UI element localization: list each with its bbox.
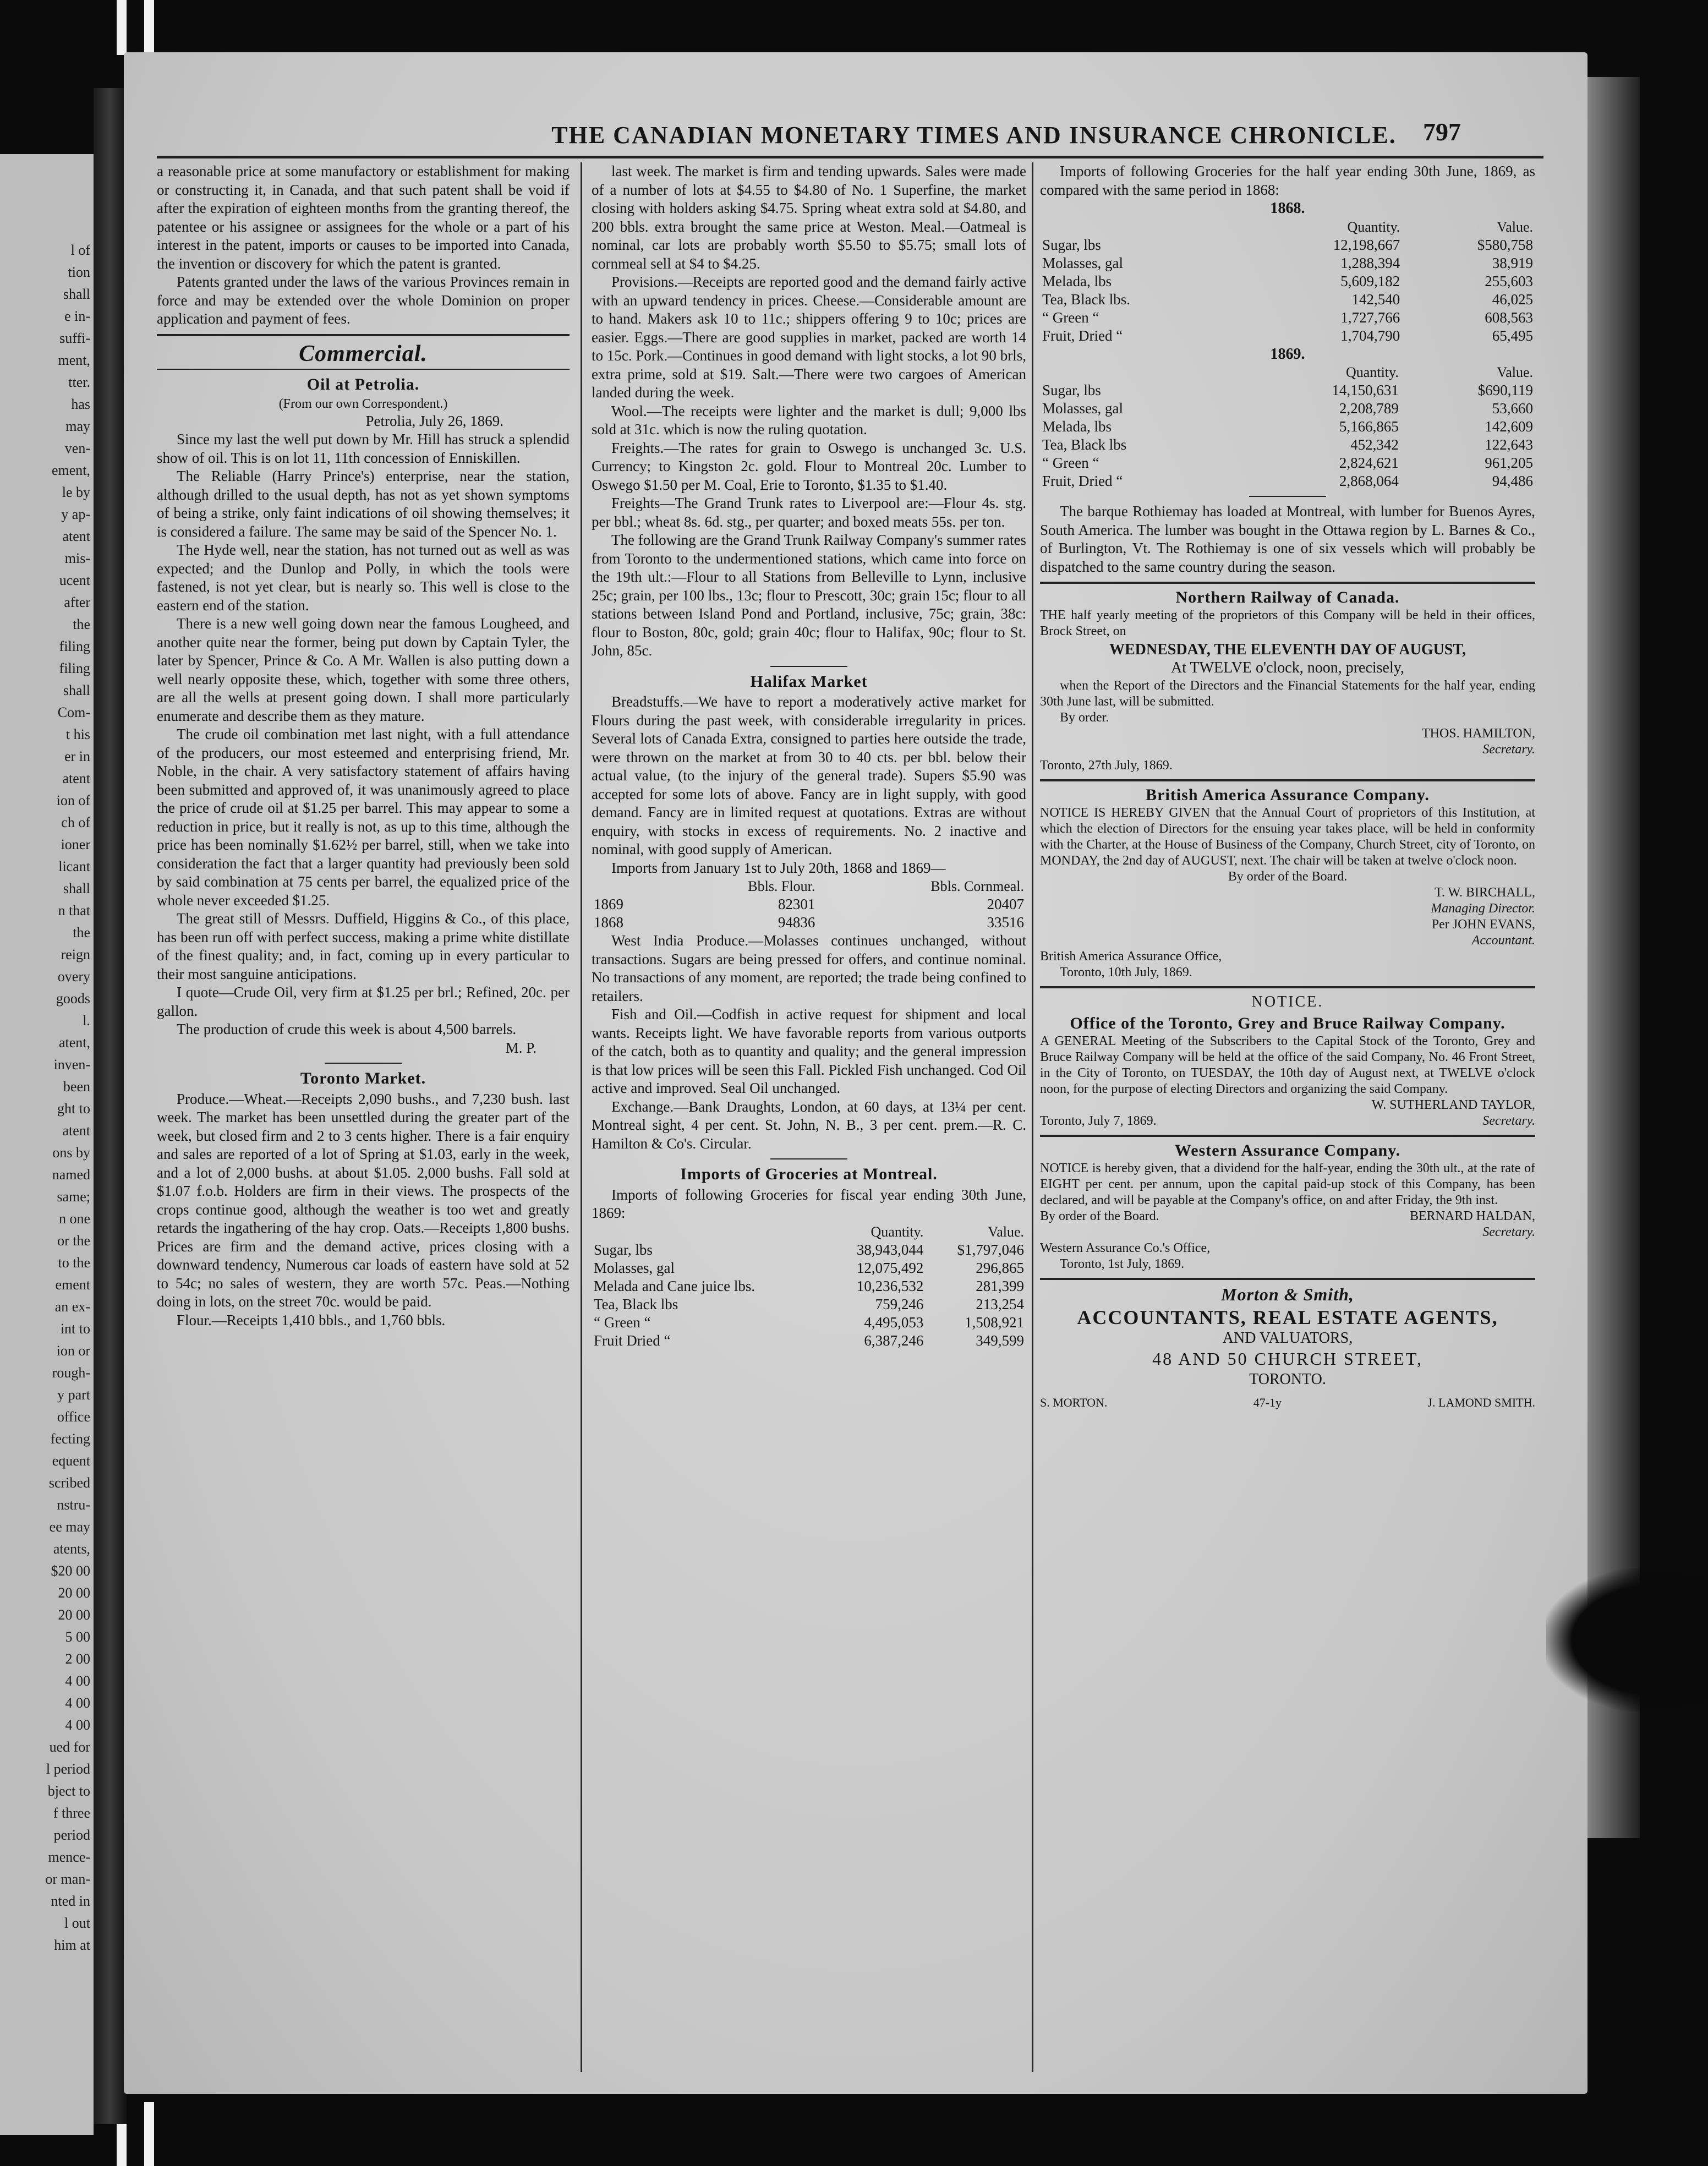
adjacent-page-fragment: goods [56,991,90,1007]
northern-railway-notice [1040,589,1535,774]
table-cell: 46,025 [1492,291,1533,308]
adjacent-page-fragment: licant [58,858,90,874]
ad-reference: 47-1y [1253,1395,1282,1409]
article-paragraph: Imports of following Groceries for the half year ending 30th June, 1869, as compared with the same period in 1868: [1040,163,1535,198]
adjacent-page-fragment: n that [58,902,90,918]
article-body [592,932,1026,1153]
section-rule [157,334,570,336]
table-cell: Molasses, gal [594,1259,675,1276]
adjacent-page-fragment: period [53,1827,90,1843]
notice-signer: W. SUTHERLAND TAYLOR, [1371,1098,1535,1112]
article-paragraph: Exchange.—Bank Draughts, London, at 60 days, at 13¼ per cent. Montreal sight, 4 per cent. St. John, N. B., 3 per cent. prem.—R. C. Hamilton & Co's. Circular. [592,1098,1026,1152]
table-cell: 608,563 [1485,309,1533,326]
table-cell: $1,797,046 [957,1241,1024,1258]
section-rule [157,369,570,370]
adjacent-page-fragment: 5 00 [65,1629,90,1645]
divider [1249,496,1326,497]
header-rule [157,156,1543,158]
article-title: Halifax Market [750,672,868,691]
article-paragraph: Provisions.—Receipts are reported good and the demand fairly active with an upward tendency in prices. Cheese.—Considerable amount are to hand. Makers ask 10 to 11c.; shippers offering 9 to 10c; prices are easier. Eggs.—There are good supplies in market, packed are worth 14 to 15c. Pork.—Continues in good demand with light stocks, a lot 90 brls, extra prime, sold at $19. Salt.—There were two cargoes of American landed during the week. [592,274,1026,401]
adjacent-page-fragment: mence- [48,1849,90,1865]
table-cell: 961,205 [1485,455,1533,471]
adjacent-page-fragment: scribed [48,1475,90,1491]
adjacent-page-fragment: ons by [52,1145,90,1161]
adjacent-page-fragment: le by [62,484,90,500]
adjacent-page-fragment: or man- [45,1871,90,1887]
adjacent-page-fragment: f three [53,1805,90,1821]
article-paragraph: The crude oil combination met last night, with a full attendance of the producers, our most esteemed and enterprising friend, Mr. Noble, in the chair. A very satisfactory statement of affairs having been submitted and approved of, it was unanimously agreed to place the price of crude oil at $1.25 per barrel. This may appear to some a reduction in price, but it really is not, as up to this time, although the price has been nominally $1.62½ per barrel, still, when we take into consideration the fact that a larger quantity had previously been sold by said combination at 75 cents per barrel, the equalized price of the whole never exceeded $1.25. [157,726,570,909]
table-cell: 142,540 [1351,291,1400,308]
table-cell: 213,254 [976,1295,1024,1312]
table-row [1040,454,1535,472]
year-heading: 1868. [1270,200,1305,217]
article-paragraph: Breadstuffs.—We have to report a moderatively active market for Flours during the past week, with considerable irregularity in prices. Several lots of Canada Extra, consigned to parties here outside the trade, were thrown on the market at from 30 to 40 cts. per bbl. below their actual value, (to the injury of the general trade). Supers $5.90 was accepted for some lots of above. Fancy are in light supply, with good demand. Fancy are in limited request at quotations. Extras are without enquiry, with stocks in excess of requirements. No. 2 inactive and nominal, with good supply of American. [592,693,1026,857]
adjacent-page-fragment: l. [83,1013,90,1029]
table-header: Value. [988,1223,1024,1240]
article-paragraph: Imports from January 1st to July 20th, 1868 and 1869— [611,859,946,876]
ad-signature: J. LAMOND SMITH. [1427,1395,1535,1409]
table-cell: 5,166,865 [1339,418,1399,435]
table-row [592,1241,1026,1259]
notice-body: when the Report of the Directors and the Financial Statements for the half year, ending 30th June last, will be submitted. [1040,679,1535,709]
notice-time: At TWELVE o'clock, noon, precisely, [1171,659,1404,676]
table-cell: 65,495 [1492,327,1533,344]
film-mark [144,0,154,55]
adjacent-page-fragment: t his [65,726,90,742]
article-paragraph: The following are the Grand Trunk Railway Company's summer rates from Toronto to the undermentioned stations, which came into force on the 19th ult.:—Flour to all Stations from Belleville to Lynn, inclusive 25c; grain, per 100 lbs., 13c; flour to Prescott, 30c; grain 15c; flour to all stations between Island Pond and Portland, inclusive, 75c; grain, 38c: flour to Boston, 80c, gold; grain 40c; flour to Halifax, 90c; flour to St. John, 85c. [592,532,1026,659]
table-cell: Molasses, gal [1042,400,1123,417]
adjacent-page-fragment: 4 00 [65,1673,90,1689]
table-cell: 1,727,766 [1340,309,1400,326]
table-cell: “ Green “ [594,1314,651,1331]
table-cell: 759,246 [875,1295,924,1312]
table-row [592,1314,1026,1332]
table-header: Bbls. Cornmeal. [930,878,1024,894]
notice-per-role: Accountant. [1471,933,1535,948]
table-cell: 1869 [594,896,623,912]
article-paragraph: There is a new well going down near the famous Lougheed, and another quite near the former, being put down by Captain Tyler, the later by Spencer, Prince & Co. A Mr. Wallen is also putting down a well nearly opposite these, which, together with some three others, are all the wells at present going down. I shall more particularly enumerate and describe them as they mature. [157,615,570,724]
adjacent-page-fragment: er in [64,748,90,764]
adjacent-page-fragment: n one [58,1211,90,1227]
table-row [1040,418,1535,436]
adjacent-page-fragment: him at [54,1937,90,1953]
table-cell: Melada, lbs [1042,272,1112,289]
table-cell: 20407 [987,896,1024,912]
adjacent-page-fragment: atents, [53,1541,90,1557]
adjacent-page-fragment: Com- [57,704,90,720]
adjacent-page-fragment: ement, [51,462,90,478]
table-cell: 255,603 [1485,272,1533,289]
ad-line: ACCOUNTANTS, REAL ESTATE AGENTS, [1077,1306,1498,1328]
article-paragraph: The Hyde well, near the station, has not turned out as well as was expected; and the Dunlop and Polly, in which the tools were fastened, is not yet clear, but is nearly so. This well is close to the eastern end of the station. [157,542,570,614]
table-cell: Sugar, lbs [594,1241,653,1258]
article-paragraph: I quote—Crude Oil, very firm at $1.25 per brl.; Refined, 20c. per gallon. [157,984,570,1019]
table-cell: $690,119 [1477,382,1533,398]
article-paragraph: Since my last the well put down by Mr. Hill has struck a splendid show of oil. This is on lot 11, 11th concession of Enniskillen. [157,431,570,466]
page-holder-shadow [1546,1568,1708,1711]
table-cell: 296,865 [976,1259,1024,1276]
table-cell: Fruit, Dried “ [1042,327,1123,344]
table-cell: 6,387,246 [864,1332,924,1349]
adjacent-page-fragment: the [73,616,90,632]
table-cell: 53,660 [1492,400,1533,417]
table-row [592,1332,1026,1350]
article-paragraph: Produce.—Wheat.—Receipts 2,090 bushs., and 7,230 bush. last week. The market has been unsettled during the greater part of the week, but closed firm and 2 to 3 cents higher. There is a fair enquiry and sales are reported of a lot of Spring at $1.03, early in the week, and a lot of 2,000 bushs. at about $1.05. 2,000 bushs. Fall sold at $1.07 f.o.b. Holders are firm in their views. The prospects of the crops continue good, although the weather is too wet and greatly retards the ingathering of the hay crop. Oats.—Receipts 1,800 bushs. Prices are firm and the demand active, prices closing with a downward tendency, Numerous car loads of eastern have sold at 52 to 54c; no sales of western, they are worth 57c. Peas.—Nothing doing in lots, on the street 70c. would be paid. [157,1090,570,1310]
adjacent-page-fragment: suffi- [59,330,90,346]
ad-firm-name: Morton & Smith, [1221,1284,1354,1304]
notice-office: Western Assurance Co.'s Office, [1040,1241,1211,1255]
adjacent-page-fragment: tter. [68,374,90,390]
adjacent-page-fragment: ion of [56,792,90,808]
table-row [1040,236,1535,254]
article-paragraph: The great still of Messrs. Duffield, Higgins & Co., of this place, has been run off with perfect success, making a prime white distillate of the finest quality; and, in fact, coming up in every particular to their most sanguine anticipations. [157,910,570,982]
ad-rule [1040,1278,1535,1280]
notice-role: Secretary. [1482,742,1535,757]
adjacent-page-fragment: 4 00 [65,1695,90,1711]
table-cell: “ Green “ [1042,309,1099,326]
adjacent-page-fragment: fecting [50,1431,90,1447]
table-row [1040,436,1535,454]
column-rule [581,162,582,2072]
table-cell: Fruit Dried “ [594,1332,671,1349]
adjacent-page-fragment: nstru- [57,1497,90,1513]
notice-place-date: Toronto, 27th July, 1869. [1040,758,1173,773]
table-row [1040,254,1535,272]
table-header: Value. [1497,218,1533,235]
notice-title: Western Assurance Company. [1174,1141,1401,1159]
adjacent-page-fragment: shall [63,880,90,896]
table-cell: 82301 [778,896,815,912]
table-cell: 2,824,621 [1339,455,1399,471]
notice-signer: T. W. BIRCHALL, [1435,885,1535,900]
table-header: Value. [1497,364,1533,380]
patents-paragraph: a reasonable price at some manufactory or establishment for making or constructing it, in Canada, and that such patent shall be void if after the expiration of eighteen months from the granting thereof, the patentee or his assignee or assignees for the whole or a part of his interest in the patent, imports or causes to be imported into Canada, the invention or discovery for which the patent is granted. [157,163,570,272]
groceries-1869-table [1040,363,1535,490]
table-row [1040,309,1535,327]
adjacent-page-fragment: $20 00 [51,1563,90,1579]
table-cell: Melada and Cane juice lbs. [594,1277,756,1294]
column-3 [1040,162,1535,1412]
table-cell: Fruit, Dried “ [1042,473,1123,489]
table-cell: Tea, Black lbs. [1042,291,1131,308]
table-row [592,1277,1026,1295]
adjacent-page-fragment: atent, [58,1035,90,1051]
adjacent-page-fragment: filing [59,638,90,654]
article-paragraph: West India Produce.—Molasses continues unchanged, without transactions. Sugars are being pressed for offers, and continue nominal. No transactions of any moment, are reported; the trade being confined to retailers. [592,932,1026,1004]
table-cell: 5,609,182 [1340,272,1400,289]
table-cell: 2,868,064 [1339,473,1399,489]
adjacent-page-fragment: shall [63,682,90,698]
table-cell: Sugar, lbs [1042,382,1101,398]
table-cell: 94836 [778,914,815,931]
adjacent-page-fragment: equent [52,1453,90,1469]
newspaper-page [124,52,1587,2094]
adjacent-page-fragment: ght to [57,1101,90,1117]
adjacent-page-fragment: ucent [59,572,90,588]
table-cell: 38,919 [1492,254,1533,271]
table-row [592,1259,1026,1277]
article-paragraph: last week. The market is firm and tending upwards. Sales were made of a number of lots at $4.55 to $4.80 of No. 1 Superfine, the market closing with holders asking $4.75. Spring wheat extra sold at $4.80, and 200 bbls. extra brought the same price at Weston. Meal.—Oatmeal is nominal, car lots are probably worth $5.50 to $5.75; small lots of cornmeal sell at $4 to $4.25. [592,163,1026,272]
divider [770,666,847,667]
article-paragraph: Fish and Oil.—Codfish in active request for shipment and local wants. Receipts light. We have favorable reports from various outports of the catch, both as to quantity and quality; and the general impression is that low prices will be seen this Fall. Pickled Fish unchanged. Cod Oil active and improved. Seal Oil unchanged. [592,1006,1026,1096]
column-2 [592,162,1026,1350]
article-paragraph: Freights.—The rates for grain to Oswego is unchanged 3c. U.S. Currency; to Kingston 2c. gold. Flour to Montreal 20c. Lumber to Oswego $1.50 per M. Coal, Erie to Toronto, $1.35 to $1.40. [592,439,1026,493]
article-title: Imports of Groceries at Montreal. [680,1165,938,1183]
table-cell: 2,208,789 [1339,400,1399,417]
notice-body: NOTICE is hereby given, that a dividend for the half-year, ending the 30th ult., at the rate of EIGHT per cent. per annum, upon the capital paid-up stock of this Company, has been declared, and will be payable at the Company's office, on and after Friday, the 9th inst. [1040,1161,1535,1207]
adjacent-page-fragment: office [57,1409,90,1425]
flour-imports-table [592,877,1026,932]
film-mark [144,2102,154,2166]
adjacent-page-fragment: the [73,925,90,940]
adjacent-page-fragment: 2 00 [65,1651,90,1667]
page-header-title: THE CANADIAN MONETARY TIMES AND INSURANCE CHRONICLE. [551,122,1397,149]
adjacent-page-fragment: ement [55,1277,90,1293]
ad-rule [1040,1135,1535,1137]
notice-by-order: By order. [1060,710,1109,725]
table-cell: Tea, Black lbs [1042,436,1127,453]
table-cell: Tea, Black lbs [594,1295,678,1312]
table-cell: 33516 [987,914,1024,931]
table-header [592,877,664,895]
adjacent-page-fragment: ment, [58,352,90,368]
adjacent-page-fragment: tion [68,264,90,280]
adjacent-page-fragment: 4 00 [65,1717,90,1733]
table-cell: “ Green “ [1042,455,1099,471]
table-cell: 281,399 [976,1277,1024,1294]
divider [770,1158,847,1159]
notice-body: THE half yearly meeting of the proprietors of this Company will be held in their offices, Brock Street, on [1040,608,1535,638]
adjacent-page-fragment: reign [61,947,90,962]
article-paragraph: Wool.—The receipts were lighter and the market is dull; 9,000 lbs sold at 31c. which is now the ruling quotation. [592,402,1026,437]
table-cell: 12,075,492 [856,1259,924,1276]
notice-signer: BERNARD HALDAN, [1410,1209,1535,1223]
table-cell: 1,704,790 [1340,327,1400,344]
adjacent-page-fragment: same; [57,1189,90,1205]
adjacent-page-fragment: may [65,418,90,434]
table-row [1040,272,1535,291]
adjacent-page-fragment: atent [62,1123,90,1139]
adjacent-page-fragment: rough- [52,1365,90,1381]
table-cell: Molasses, gal [1042,254,1123,271]
byline: (From our own Correspondent.) [278,396,448,411]
notice-signer: THOS. HAMILTON, [1421,726,1535,741]
adjacent-page-fragment: 20 00 [58,1585,90,1601]
table-cell: 12,198,667 [1333,236,1400,253]
adjacent-page-fragment: overy [57,969,90,984]
table-cell: 349,599 [976,1332,1024,1349]
article-paragraph: Freights—The Grand Trunk rates to Liverpool are:—Flour 4s. stg. per bbl.; wheat 8s. 6d. stg., per quarter; and boxed meats 55s. per ton. [592,495,1026,530]
notice-role: Secretary. [1482,1114,1535,1128]
table-row [1040,472,1535,490]
page-number: 797 [1423,118,1461,146]
film-mark [117,0,127,55]
table-row [1040,400,1535,418]
ad-line: AND VALUATORS, [1222,1330,1353,1347]
notice-body: NOTICE IS HEREBY GIVEN that the Annual Court of proprietors of this Institution, at which the election of Directors for the ensuing year takes place, will be held in conformity with the Charter, at the House of Business of the Company, Church Street, city of Toronto, on MONDAY, the 2nd day of AUGUST, next. The chair will be taken at twelve o'clock noon. [1040,806,1535,868]
adjacent-page-fragment: or the [57,1233,90,1249]
adjacent-page-fragment: e in- [64,308,90,324]
table-cell: $580,758 [1477,236,1533,253]
article-paragraph: The production of crude this week is about 4,500 barrels. [177,1021,517,1037]
ad-rule [1040,779,1535,781]
adjacent-page-fragment: l period [46,1761,90,1777]
table-cell: 1,288,394 [1340,254,1400,271]
notice-place-date: Toronto, July 7, 1869. [1040,1114,1157,1128]
table-row [592,914,1026,932]
adjacent-page-fragment: atent [62,770,90,786]
adjacent-page-fragment: ee may [49,1519,90,1535]
table-row [1040,291,1535,309]
groceries-1868-table [1040,218,1535,345]
adjacent-page-fragment: inven- [53,1057,90,1073]
patents-paragraph: Patents granted under the laws of the various Provinces remain in force and may be extended over the whole Dominion on proper application and payment of fees. [157,274,570,327]
table-row [592,895,1026,914]
adjacent-page-fragment: named [52,1167,90,1183]
table-header: Quantity. [1346,364,1399,380]
table-row [1040,327,1535,345]
table-row [592,1295,1026,1314]
adjacent-page-fragment: bject to [47,1783,90,1799]
article-body [592,162,1026,660]
adjacent-page-fragment: filing [59,660,90,676]
ad-rule [1040,582,1535,584]
table-header [592,1223,825,1241]
notice-per: Per JOHN EVANS, [1431,917,1535,932]
article-paragraph: Flour.—Receipts 1,410 bbls., and 1,760 bbls. [177,1311,446,1328]
adjacent-page-fragment: ch of [61,814,90,830]
morton-smith-ad [1040,1286,1535,1412]
article-body [157,430,570,1039]
notice-title: Northern Railway of Canada. [1175,588,1400,606]
adjacent-page-fragment: l of [70,242,90,258]
book-gutter [94,88,127,2124]
montreal-groceries-table [592,1223,1026,1350]
notice-office: British America Assurance Office, [1040,949,1222,964]
table-header: Quantity. [871,1223,924,1240]
adjacent-page-fragment: l out [64,1915,90,1931]
ad-signature: S. MORTON. [1040,1395,1108,1409]
table-cell: 14,150,631 [1332,382,1399,398]
adjacent-page-fragment: int to [60,1321,90,1337]
adjacent-page-fragment: after [64,594,90,610]
section-title: Commercial. [299,341,428,367]
column-rule [1032,162,1033,2072]
adjacent-page-fragment: ued for [49,1739,90,1755]
table-cell: 1,508,921 [965,1314,1024,1331]
adjacent-page-fragment: nted in [51,1893,90,1909]
table-cell: 94,486 [1492,473,1533,489]
article-title: Oil at Petrolia. [306,375,420,393]
toronto-grey-bruce-notice [1040,994,1535,1129]
table-cell: 122,643 [1485,436,1533,453]
notice-by-order: By order of the Board. [1040,1209,1159,1223]
divider [325,1063,402,1064]
notice-role: Managing Director. [1431,901,1535,916]
adjacent-page-fragment: to the [58,1255,90,1271]
table-header: Quantity. [1347,218,1400,235]
table-cell: 10,236,532 [856,1277,924,1294]
notice-place-date: Toronto, 1st July, 1869. [1060,1257,1185,1271]
notice-body: A GENERAL Meeting of the Subscribers to the Capital Stock of the Toronto, Grey and Bruce Railway Company will be held at the office of the said Company, No. 46 Front Street, in the City of Toronto, on TUESDAY, the 10th day of August next, at TWELVE o'clock noon, for the purpose of electing Directors and organizing the said Company. [1040,1034,1535,1096]
notice-title: British America Assurance Company. [1146,786,1430,804]
notice-heading: NOTICE. [1251,993,1324,1010]
adjacent-page-fragment: ven- [64,440,90,456]
ad-address: 48 AND 50 CHURCH STREET, [1152,1348,1423,1369]
adjacent-page-fragment: shall [63,286,90,302]
table-cell: 38,943,044 [856,1241,924,1258]
year-heading: 1869. [1270,345,1305,363]
adjacent-page-fragment: atent [62,528,90,544]
article-paragraph: The barque Rothiemay has loaded at Montreal, with lumber for Buenos Ayres, South America. The lumber was bought in the Ottawa region by L. Barnes & Co., of Burlington, Vt. The Rothiemay is one of six vessels which will probably be dispatched to the same country during the season. [1040,503,1535,575]
adjacent-page-fragment: an ex- [54,1299,90,1315]
table-header: Bbls. Flour. [748,878,815,894]
adjacent-page-fragment: y part [57,1387,90,1403]
table-cell: Sugar, lbs [1042,236,1101,253]
article-paragraph: Imports of following Groceries for fiscal year ending 30th June, 1869: [592,1186,1026,1221]
article-body [157,1090,570,1330]
table-cell: Melada, lbs [1042,418,1112,435]
table-cell: 142,609 [1485,418,1533,435]
adjacent-page-edge [0,154,94,2135]
article-paragraph: The Reliable (Harry Prince's) enterprise, near the station, although drilled to the usual depth, has not as yet shown symptoms of being a strike, only faint indications of oil showing themselves; it is considered a failure. The same may be said of the Spencer No. 1. [157,468,570,540]
ad-rule [1040,986,1535,988]
adjacent-page-fragment: been [63,1079,90,1095]
british-america-notice [1040,787,1535,981]
ad-city: TORONTO. [1249,1371,1326,1388]
column-1 [157,162,570,1330]
adjacent-page-fragment: mis- [64,550,90,566]
table-cell: 4,495,053 [864,1314,924,1331]
adjacent-page-fragment: has [71,396,90,412]
table-cell: 452,342 [1350,436,1399,453]
signoff: M. P. [505,1039,537,1056]
adjacent-page-fragment: y ap- [61,506,90,522]
adjacent-page-fragment: ion or [56,1343,90,1359]
adjacent-page-fragment: 20 00 [58,1607,90,1623]
western-assurance-notice [1040,1142,1535,1272]
dateline: Petrolia, July 26, 1869. [365,412,503,429]
table-cell: 1868 [594,914,623,931]
adjacent-page-fragment: ioner [61,836,90,852]
table-row [1040,381,1535,400]
notice-place-date: Toronto, 10th July, 1869. [1060,965,1192,980]
notice-title: Office of the Toronto, Grey and Bruce Railway Company. [1070,1014,1506,1032]
notice-by-order: By order of the Board. [1228,869,1348,884]
notice-role: Secretary. [1482,1225,1535,1239]
notice-date: WEDNESDAY, THE ELEVENTH DAY OF AUGUST, [1109,641,1466,658]
article-title: Toronto Market. [300,1069,426,1087]
